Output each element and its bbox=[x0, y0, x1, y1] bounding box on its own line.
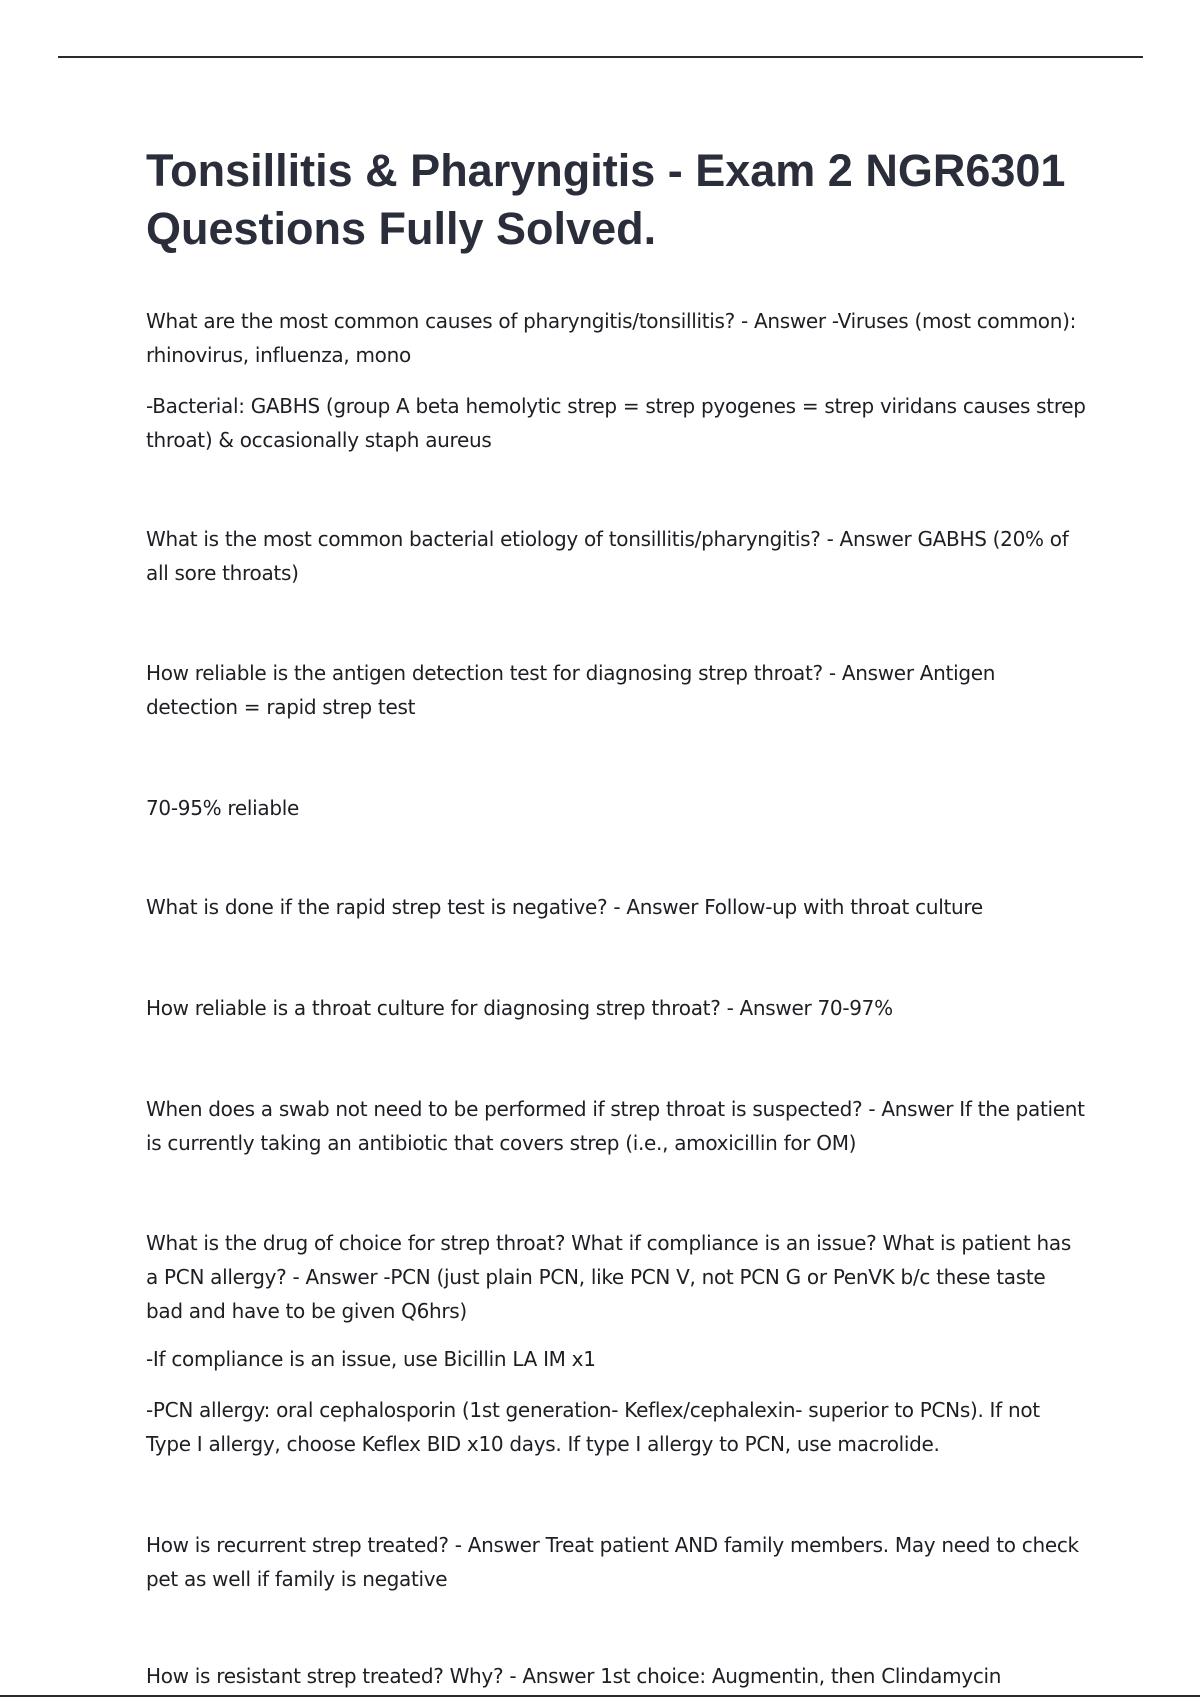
qa-item-causes: What are the most common causes of pharyngitis/tonsillitis? - Answer -Viruses (most common): rhinovirus, influenza, mono bbox=[146, 309, 1077, 367]
qa-item-causes-bacterial: -Bacterial: GABHS (group A beta hemolytic strep = strep pyogenes = strep viridans causes strep throat) & occasionally staph aureus bbox=[146, 394, 1086, 452]
qa-item-pcn-allergy: -PCN allergy: oral cephalosporin (1st generation- Keflex/cephalexin- superior to PCNs). If not Type I allergy, choose Keflex BID x10 days. If type I allergy to PCN, use macrolide. bbox=[146, 1398, 1040, 1456]
qa-item-recurrent-strep: How is recurrent strep treated? - Answer Treat patient AND family members. May need to check pet as well if family is negative bbox=[146, 1533, 1079, 1591]
qa-item-compliance: -If compliance is an issue, use Bicillin LA IM x1 bbox=[146, 1347, 596, 1371]
qa-item-antigen-reliability: 70-95% reliable bbox=[146, 796, 299, 820]
qa-item-bacterial-etiology: What is the most common bacterial etiology of tonsillitis/pharyngitis? - Answer GABHS (20% of all sore throats) bbox=[146, 527, 1069, 585]
qa-item-antigen-test: How reliable is the antigen detection test for diagnosing strep throat? - Answer Antigen detection = rapid strep test bbox=[146, 661, 996, 719]
qa-item-negative-rapid-strep: What is done if the rapid strep test is negative? - Answer Follow-up with throat culture bbox=[146, 895, 983, 919]
document-title: Tonsillitis & Pharyngitis - Exam 2 NGR6301 Questions Fully Solved. bbox=[146, 145, 1066, 254]
qa-item-throat-culture: How reliable is a throat culture for diagnosing strep throat? - Answer 70-97% bbox=[146, 996, 893, 1020]
qa-item-swab: When does a swab not need to be performed if strep throat is suspected? - Answer If the patient is currently taking an antibiotic that covers strep (i.e., amoxicillin for OM) bbox=[146, 1097, 1085, 1155]
qa-item-resistant-strep: How is resistant strep treated? Why? - Answer 1st choice: Augmentin, then Clindamycin bbox=[146, 1664, 1002, 1688]
footer-rule bbox=[0, 1695, 1200, 1697]
qa-item-drug-of-choice: What is the drug of choice for strep throat? What if compliance is an issue? What is patient has a PCN allergy? - Answer -PCN (just plain PCN, like PCN V, not PCN G or PenVK b/c these taste bad and have to be given Q6hrs) bbox=[146, 1231, 1071, 1323]
header-rule bbox=[58, 56, 1143, 58]
